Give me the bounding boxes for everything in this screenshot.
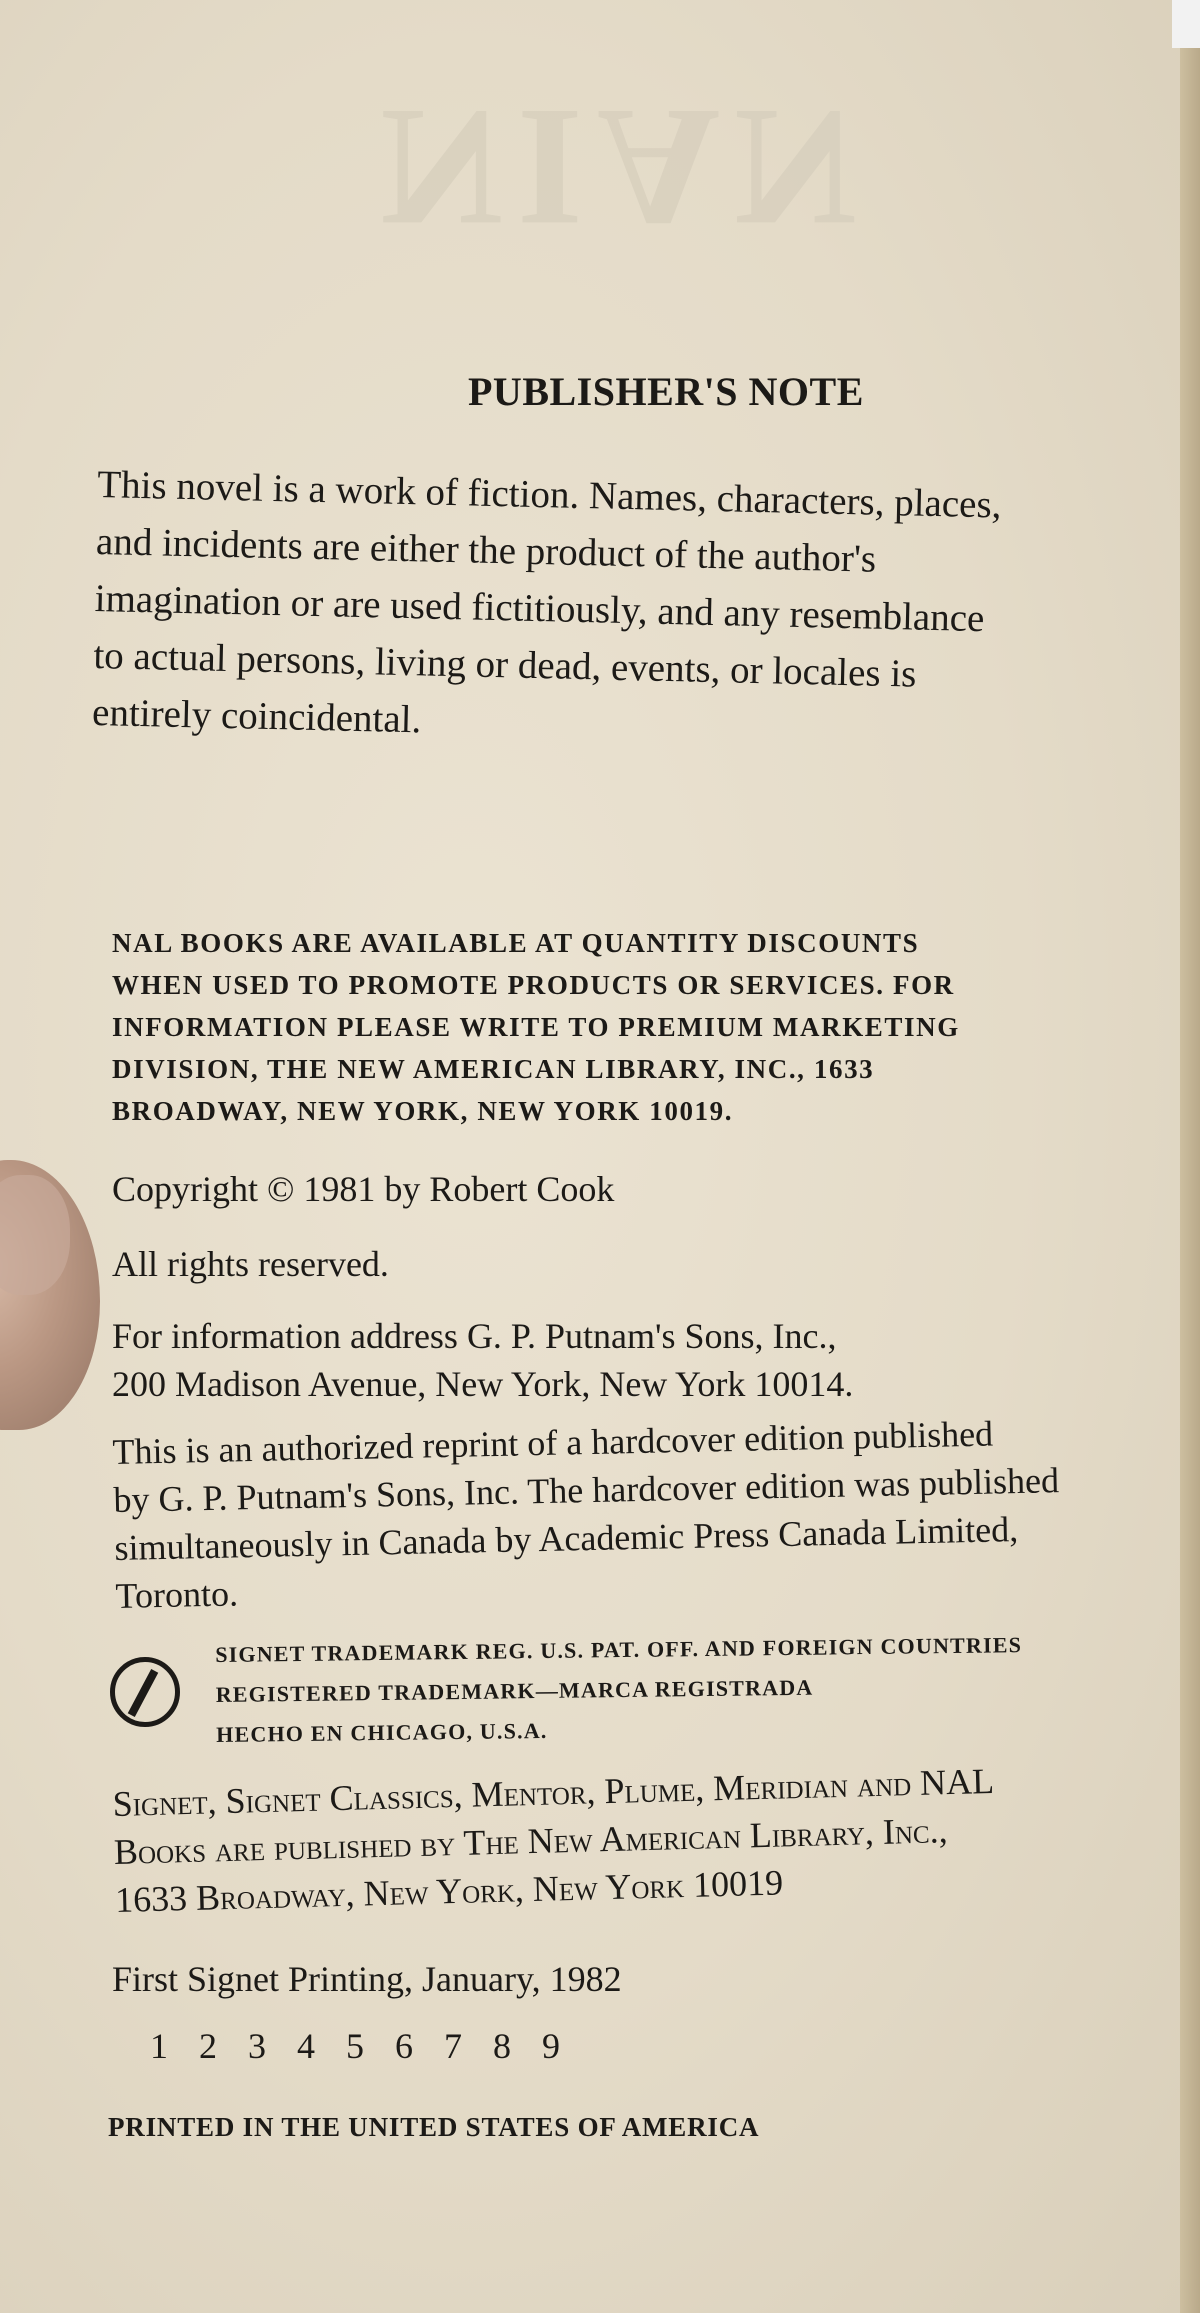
nal-discount-notice <box>112 922 1112 1132</box>
note-line: imagination or are used fictitiously, and any resemblance <box>94 576 985 641</box>
trademark-text <box>215 1625 1023 1755</box>
nal-line: DIVISION, THE NEW AMERICAN LIBRARY, INC., 1633 <box>112 1054 875 1084</box>
printed-in-line: PRINTED IN THE UNITED STATES OF AMERICA <box>108 2112 760 2142</box>
page-title: PUBLISHER'S NOTE <box>468 369 864 414</box>
publishers-line: Books are published by The New American Library, Inc., <box>113 1810 949 1872</box>
nal-line: BROADWAY, NEW YORK, NEW YORK 10019. <box>112 1096 734 1126</box>
print-run-numbers: 1 2 3 4 5 6 7 8 9 <box>150 2026 562 2066</box>
info-line: 200 Madison Avenue, New York, New York 10014. <box>112 1364 854 1404</box>
reprint-line: by G. P. Putnam's Sons, Inc. The hardcover edition was published <box>113 1460 1060 1520</box>
publishers-line: Signet, Signet Classics, Mentor, Plume, Meridian and NAL <box>112 1760 995 1824</box>
trademark-block <box>110 1632 1170 1765</box>
info-address <box>112 1312 1180 1408</box>
printing-text: First Signet Printing, January, 1982 <box>112 1959 622 1999</box>
nal-line: NAL BOOKS ARE AVAILABLE AT QUANTITY DISCOUNTS <box>112 928 920 958</box>
copyright-text: Copyright © 1981 by Robert Cook <box>112 1169 615 1209</box>
info-line: For information address G. P. Putnam's Sons, Inc., <box>112 1316 837 1356</box>
reprint-line: simultaneously in Canada by Academic Press Canada Limited, <box>114 1509 1019 1568</box>
reprint-line: This is an authorized reprint of a hardcover edition published <box>112 1413 994 1472</box>
trademark-line: REGISTERED TRADEMARK—MARCA REGISTRADA <box>215 1674 814 1707</box>
note-line: This novel is a work of fiction. Names, characters, places, <box>96 462 1002 527</box>
trademark-line: SIGNET TRADEMARK REG. U.S. PAT. OFF. AND FOREIGN COUNTRIES <box>215 1632 1023 1667</box>
note-line: and incidents are either the product of the author's <box>95 519 877 581</box>
note-line: to actual persons, living or dead, events, or locales is <box>92 633 917 696</box>
rights-text: All rights reserved. <box>112 1244 389 1284</box>
note-line: entirely coincidental. <box>91 690 422 742</box>
trademark-line: HECHO EN CHICAGO, U.S.A. <box>216 1717 548 1747</box>
publishers-list <box>112 1752 1180 1924</box>
publishers-line: 1633 Broadway, New York, New York 10019 <box>114 1862 784 1920</box>
bleed-through-text: NIAN <box>380 74 871 262</box>
page-edge <box>1180 0 1200 2313</box>
reprint-line: Toronto. <box>115 1573 239 1616</box>
background-corner <box>1172 0 1200 48</box>
reprint-notice <box>112 1405 1180 1620</box>
thumbnail <box>0 1175 70 1295</box>
nal-line: WHEN USED TO PROMOTE PRODUCTS OR SERVICES. FOR <box>112 970 955 1000</box>
nal-line: INFORMATION PLEASE WRITE TO PREMIUM MARKETING <box>112 1012 960 1042</box>
publishers-note <box>92 456 1158 765</box>
printing-line <box>112 1955 1180 2003</box>
rights-line <box>112 1240 1180 1288</box>
signet-logo-icon <box>110 1657 180 1727</box>
copyright-line <box>112 1165 1180 1213</box>
